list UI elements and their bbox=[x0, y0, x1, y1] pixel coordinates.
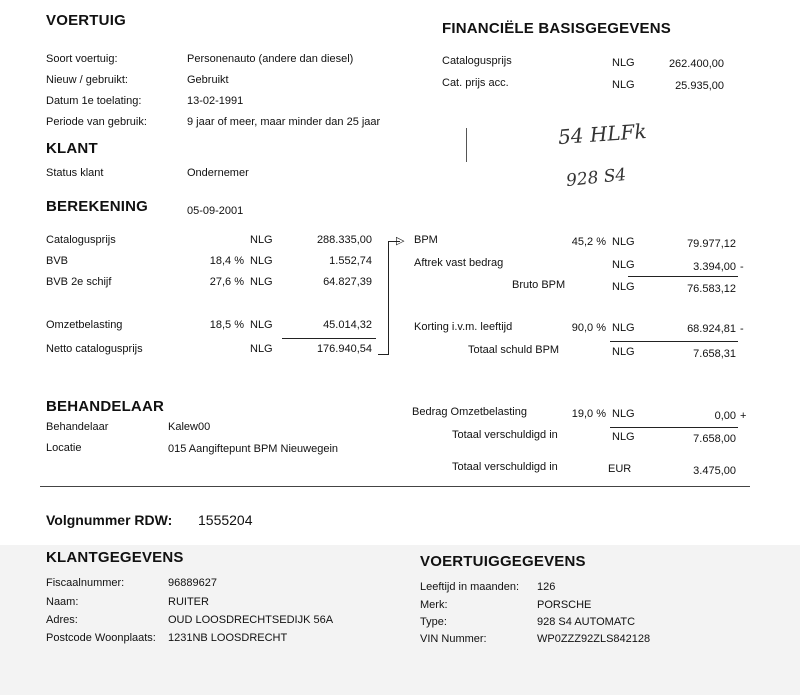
handler-label: Behandelaar bbox=[46, 421, 109, 433]
fixed-deduction-sign: - bbox=[740, 261, 744, 273]
calculation-date: 05-09-2001 bbox=[187, 205, 244, 217]
total-eur-label: Totaal verschuldigd in bbox=[452, 461, 558, 473]
age-discount-label: Korting i.v.m. leeftijd bbox=[414, 321, 513, 333]
bracket-line bbox=[388, 241, 389, 355]
gross-bpm-value: 76.583,12 bbox=[687, 283, 736, 295]
total-bpm-value: 7.658,31 bbox=[693, 348, 736, 360]
address-value: OUD LOOSDRECHTSEDIJK 56A bbox=[168, 614, 334, 626]
calc-vat-label: Omzetbelasting bbox=[46, 319, 123, 331]
location-value: 015 Aangiftepunt BPM Nieuwegein bbox=[168, 443, 339, 455]
fixed-deduction-label: Aftrek vast bedrag bbox=[414, 257, 504, 269]
vat-amount-sign: + bbox=[740, 410, 747, 422]
total-eur-value: 3.475,00 bbox=[693, 465, 736, 477]
vehicle-data-title: VOERTUIGGEGEVENS bbox=[420, 553, 586, 570]
handler-title: BEHANDELAAR bbox=[46, 398, 165, 415]
age-months-value: 126 bbox=[537, 581, 556, 593]
age-months-label: Leeftijd in maanden: bbox=[420, 581, 520, 593]
catalog-price-currency: NLG bbox=[612, 57, 635, 69]
calc-bvb2-label: BVB 2e schijf bbox=[46, 276, 112, 288]
bpm-label: BPM bbox=[414, 234, 438, 246]
fixed-deduction-currency: NLG bbox=[612, 259, 635, 271]
type-value: 928 S4 AUTOMATC bbox=[537, 616, 636, 628]
vin-value: WP0ZZZ92ZLS842128 bbox=[537, 633, 651, 645]
total-bpm-line bbox=[610, 341, 738, 342]
calculation-title: BEREKENING bbox=[46, 198, 149, 215]
calc-vat-currency: NLG bbox=[250, 319, 273, 331]
calc-bvb-pct: 18,4 % bbox=[209, 255, 244, 267]
total-nlg-currency: NLG bbox=[612, 431, 635, 443]
handwritten-model: 928 S4 bbox=[565, 164, 628, 192]
total-eur-currency: EUR bbox=[608, 463, 632, 475]
section-divider bbox=[40, 486, 750, 487]
total-nlg-value: 7.658,00 bbox=[693, 433, 736, 445]
location-label: Locatie bbox=[46, 442, 82, 454]
age-discount-pct: 90,0 % bbox=[571, 322, 606, 334]
address-label: Adres: bbox=[46, 614, 78, 626]
bracket-bottom bbox=[378, 354, 389, 355]
calc-catalog-value: 288.335,00 bbox=[316, 234, 372, 246]
vat-amount-value: 0,00 bbox=[714, 410, 736, 422]
total-bpm-currency: NLG bbox=[612, 346, 635, 358]
total-bpm-label: Totaal schuld BPM bbox=[468, 344, 560, 356]
usage-period-value: 9 jaar of meer, maar minder dan 25 jaar bbox=[187, 116, 381, 128]
postcode-city-label: Postcode Woonplaats: bbox=[46, 632, 156, 644]
new-used-value: Gebruikt bbox=[187, 74, 229, 86]
vehicle-title: VOERTUIG bbox=[46, 12, 126, 29]
age-discount-sign: - bbox=[740, 323, 744, 335]
type-label: Type: bbox=[420, 616, 447, 628]
tax-number-value: 96889627 bbox=[168, 577, 217, 589]
catalog-price-label: Catalogusprijs bbox=[442, 55, 512, 67]
margin-mark bbox=[466, 128, 467, 162]
bpm-currency: NLG bbox=[612, 236, 635, 248]
vat-amount-currency: NLG bbox=[612, 408, 635, 420]
calc-bvb-currency: NLG bbox=[250, 255, 273, 267]
total-nlg-label: Totaal verschuldigd in bbox=[452, 429, 558, 441]
bpm-value: 79.977,12 bbox=[687, 238, 736, 250]
calc-catalog-currency: NLG bbox=[250, 234, 273, 246]
usage-period-label: Periode van gebruik: bbox=[46, 116, 147, 128]
accessories-price-label: Cat. prijs acc. bbox=[442, 77, 509, 89]
handwritten-plate: 54 HLFk bbox=[557, 118, 648, 150]
financial-title: FINANCIËLE BASISGEGEVENS bbox=[442, 20, 672, 37]
tax-number-label: Fiscaalnummer: bbox=[46, 577, 125, 589]
calc-bvb2-value: 64.827,39 bbox=[323, 276, 372, 288]
rdw-number-label: Volgnummer RDW: bbox=[46, 512, 173, 528]
handler-value: Kalew00 bbox=[168, 421, 211, 433]
postcode-city-value: 1231NB LOOSDRECHT bbox=[168, 632, 288, 644]
arrow-right-icon: ▷ bbox=[396, 235, 405, 247]
vehicle-type-label: Soort voertuig: bbox=[46, 53, 118, 65]
name-value: RUITER bbox=[168, 596, 209, 608]
customer-section-background bbox=[0, 545, 800, 695]
rdw-number-value: 1555204 bbox=[198, 512, 253, 528]
brand-label: Merk: bbox=[420, 599, 448, 611]
gross-bpm-currency: NLG bbox=[612, 281, 635, 293]
calc-vat-value: 45.014,32 bbox=[323, 319, 372, 331]
customer-status-label: Status klant bbox=[46, 167, 104, 179]
bpm-pct: 45,2 % bbox=[571, 236, 606, 248]
calc-net-label: Netto catalogusprijs bbox=[46, 343, 143, 355]
bpm-sum-line bbox=[628, 276, 738, 277]
calc-bvb-label: BVB bbox=[46, 255, 69, 267]
calc-net-currency: NLG bbox=[250, 343, 273, 355]
vin-label: VIN Nummer: bbox=[420, 633, 487, 645]
age-discount-value: 68.924,81 bbox=[687, 323, 736, 335]
name-label: Naam: bbox=[46, 596, 79, 608]
calc-bvb2-pct: 27,6 % bbox=[209, 276, 244, 288]
accessories-price-currency: NLG bbox=[612, 79, 635, 91]
customer-title: KLANT bbox=[46, 140, 98, 157]
fixed-deduction-value: 3.394,00 bbox=[693, 261, 736, 273]
vat-amount-label: Bedrag Omzetbelasting bbox=[412, 406, 527, 418]
calc-bvb2-currency: NLG bbox=[250, 276, 273, 288]
new-used-label: Nieuw / gebruikt: bbox=[46, 74, 128, 86]
calc-net-value: 176.940,54 bbox=[316, 343, 372, 355]
accessories-price-value: 25.935,00 bbox=[675, 80, 724, 92]
age-discount-currency: NLG bbox=[612, 322, 635, 334]
brand-value: PORSCHE bbox=[537, 599, 592, 611]
calc-catalog-label: Catalogusprijs bbox=[46, 234, 116, 246]
first-registration-label: Datum 1e toelating: bbox=[46, 95, 142, 107]
calc-vat-pct: 18,5 % bbox=[209, 319, 244, 331]
calc-sum-line bbox=[282, 338, 376, 339]
vat-amount-pct: 19,0 % bbox=[571, 408, 606, 420]
customer-data-title: KLANTGEGEVENS bbox=[46, 549, 184, 566]
vehicle-type-value: Personenauto (andere dan diesel) bbox=[187, 53, 354, 65]
catalog-price-value: 262.400,00 bbox=[668, 58, 724, 70]
vat-sum-line bbox=[610, 427, 738, 428]
customer-status-value: Ondernemer bbox=[187, 167, 249, 179]
gross-bpm-label: Bruto BPM bbox=[512, 279, 566, 291]
calc-bvb-value: 1.552,74 bbox=[329, 255, 372, 267]
first-registration-value: 13-02-1991 bbox=[187, 95, 244, 107]
